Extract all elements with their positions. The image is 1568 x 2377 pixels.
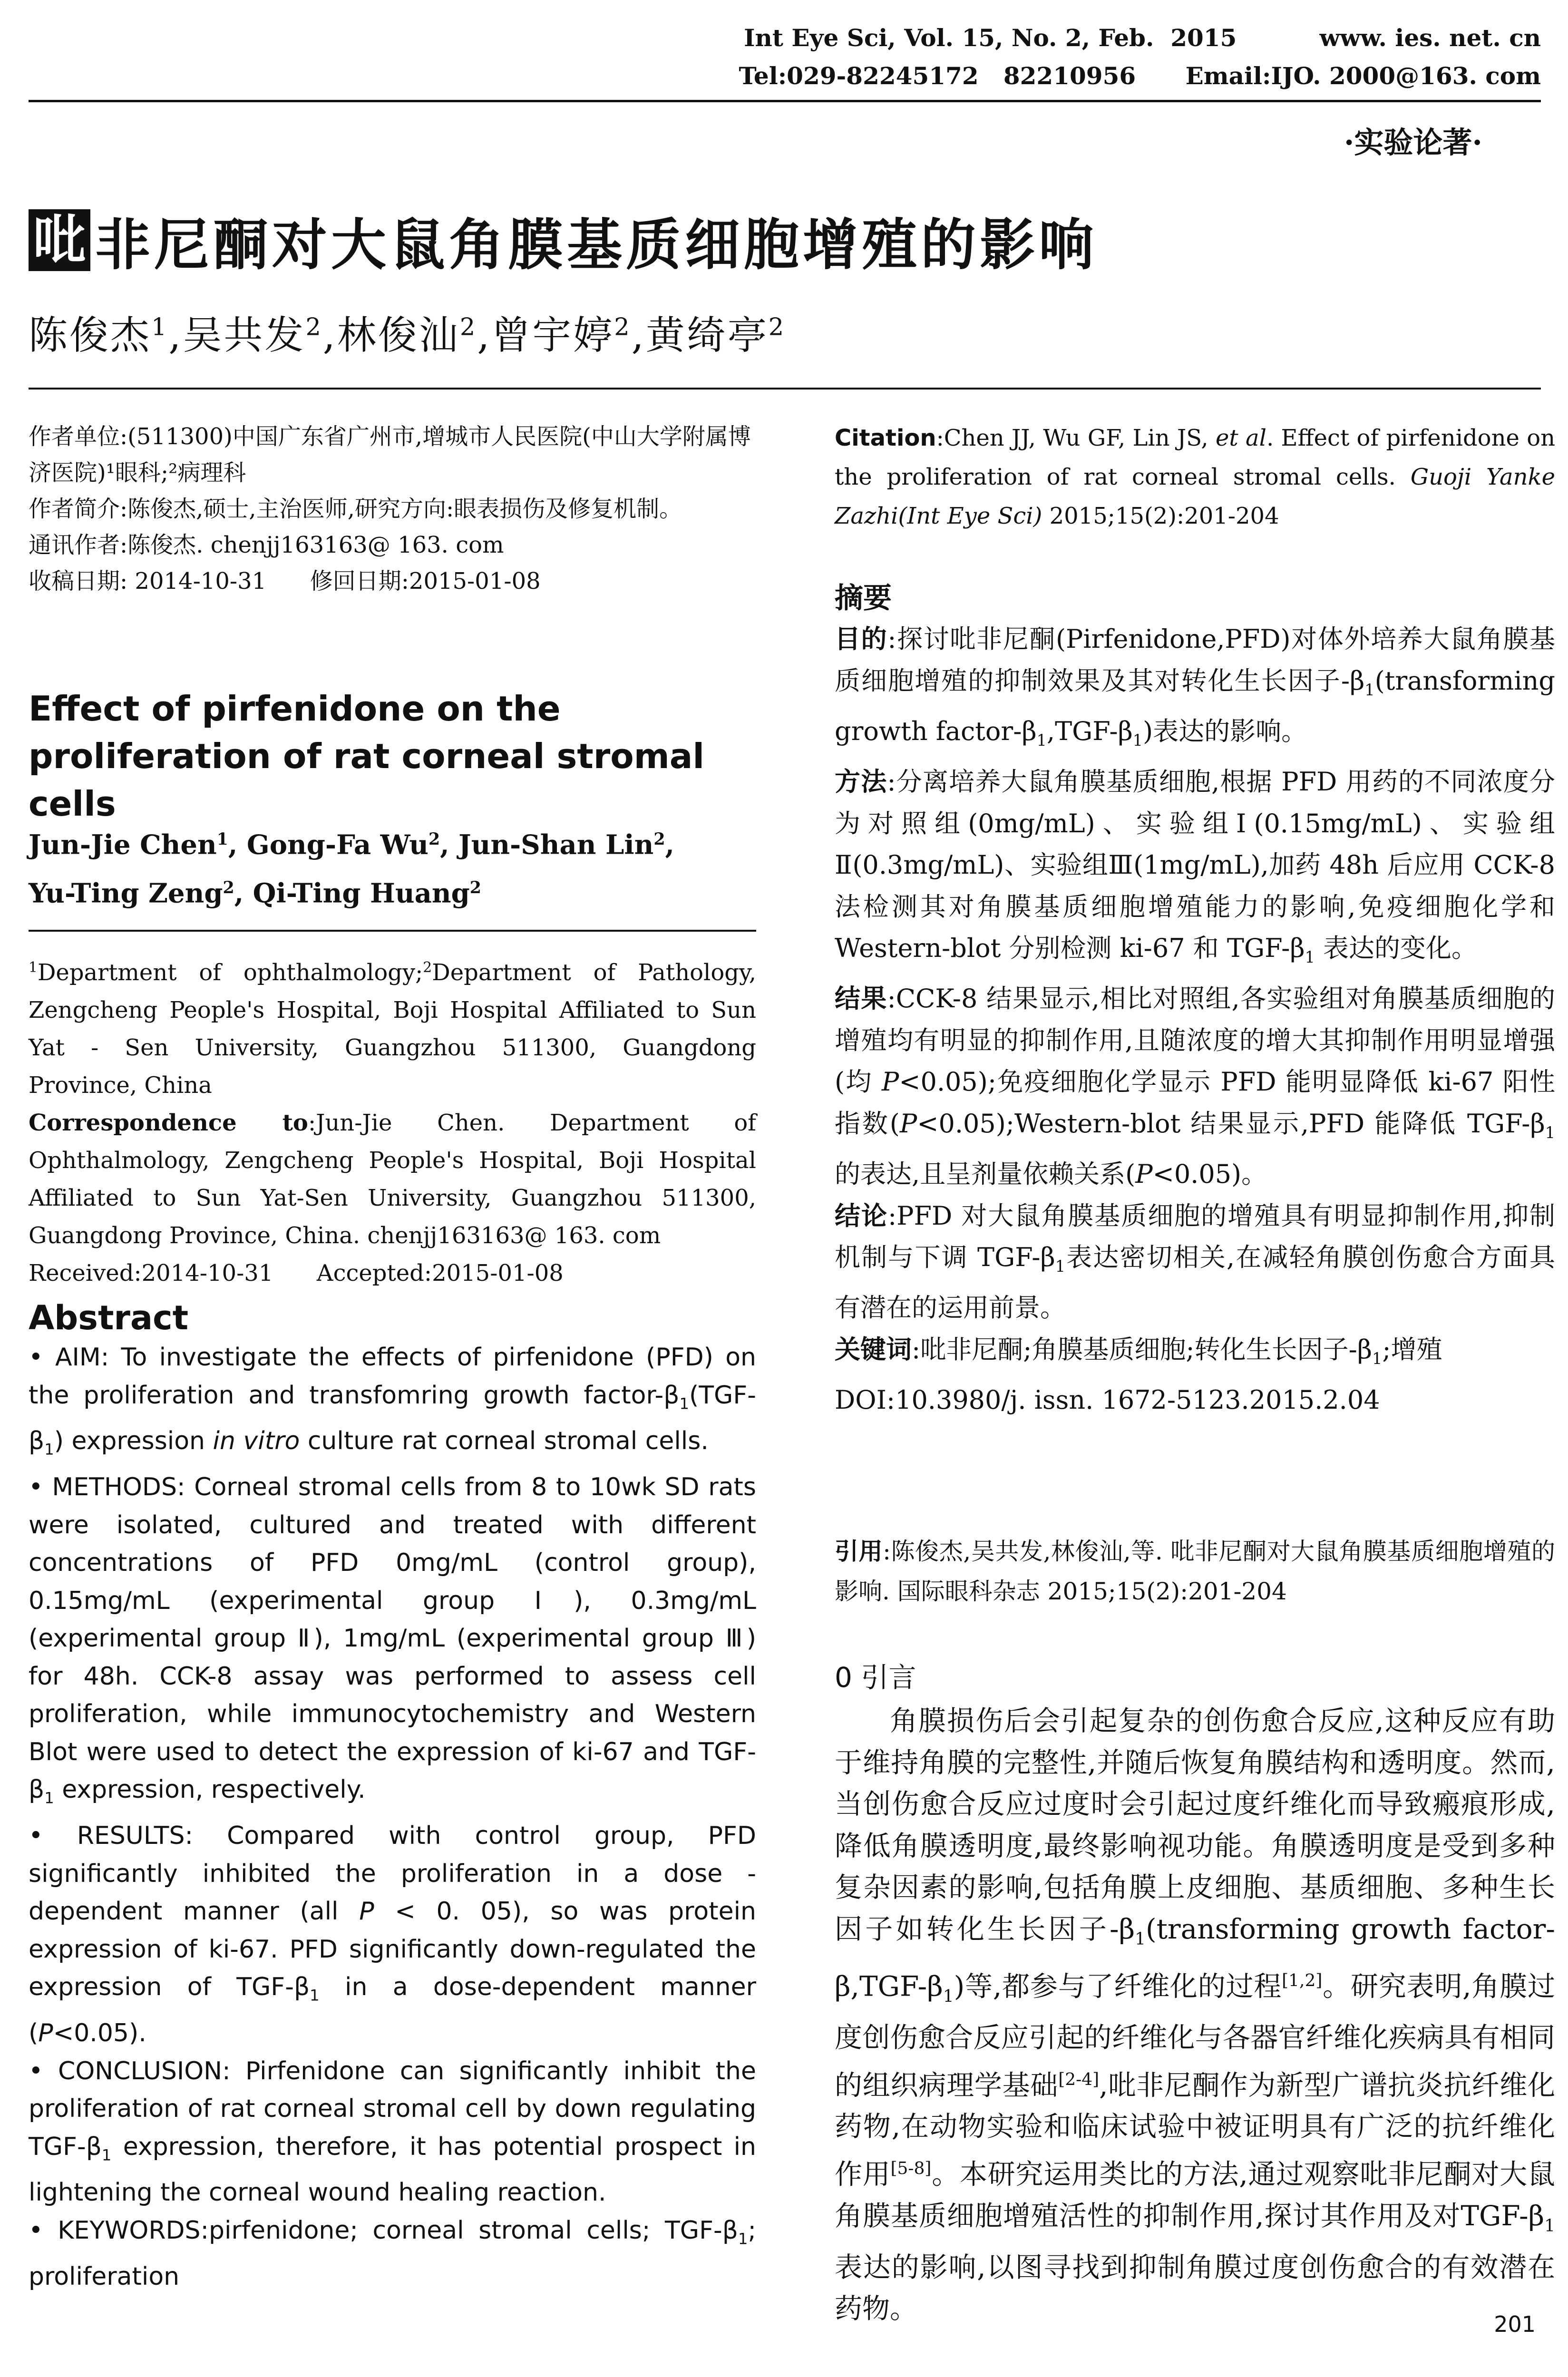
author-info xyxy=(29,419,756,599)
english-affiliation xyxy=(29,949,756,1292)
header-divider xyxy=(29,100,1541,102)
cn-citation: 引用:陈俊杰,吴共发,林俊汕,等. 吡非尼酮对大鼠角膜基质细胞增殖的影响. 国际眼科杂志 2015;15(2):201-204 xyxy=(835,1537,1556,1605)
cn-abstract xyxy=(835,618,1555,1421)
authors-cn: 陈俊杰$^1$,吴共发$^2$,林俊汕$^2$,曾宇婷$^2$,黄绮亭$^2$ xyxy=(29,312,786,358)
cn-abstract-heading: 摘要 xyxy=(835,582,892,615)
cn-abstract-keywords: 关键词:吡非尼酮;角膜基质细胞;转化生长因子$-\beta_1$;增殖 xyxy=(835,1334,1442,1368)
reference-1-2[interactable]: [1,2] xyxy=(1282,1970,1323,1990)
intro-heading: 0 引言 xyxy=(835,1661,916,1694)
journal-issue: Int Eye Sci, Vol. 15, No. 2, Feb. 2015 xyxy=(744,24,1237,52)
author-unit: 作者单位:(511300)中国广东省广州市,增城市人民医院(中山大学附属博济医院)¹眼科;²病理科 xyxy=(29,423,751,486)
abstract-methods: • METHODS: Corneal stromal cells from 8 to 10wk SD rats were isolated, cultured and treated with different concentrations of PFD 0mg/mL (control group), 0.15mg/mL (experimental group Ⅰ), 0.3mg/mL (experimental group Ⅱ), 1mg/mL (experimental group Ⅲ) for 48h. CCK-8 assay was performed to assess cell proliferation, while immunocytochemistry and Western Blot were used to detect the expression of ki-67 and TGF-$\beta_1$ expression, respectively. xyxy=(29,1473,756,1807)
authors-divider xyxy=(29,930,756,932)
english-authors: Jun-Jie Chen$^1$, Gong-Fa Wu$^2$, Jun-Shan Lin$^2$, Yu-Ting Zeng$^2$, Qi-Ting Huang$^2$ xyxy=(29,829,674,909)
doi[interactable]: DOI:10.3980/j. issn. 1672-5123.2015.2.04 xyxy=(835,1385,1380,1415)
journal-phone: Tel:029-82245172 82210956 xyxy=(739,62,1136,90)
title-text: 非尼酮对大鼠角膜基质细胞增殖的影响 xyxy=(95,212,1098,277)
journal-email[interactable]: Email:IJO. 2000@163. com xyxy=(1185,62,1541,90)
correspondence: Correspondence to:Jun-Jie Chen. Department of Ophthalmology, Zengcheng People's Hospital, Boji Hospital Affiliated to Sun Yat-Sen University, Guangzhou 511300, Guangdong Province, China. chenjj163163@ 163. com xyxy=(29,1110,756,1249)
author-bio: 作者简介:陈俊杰,硕士,主治医师,研究方向:眼表损伤及修复机制。 xyxy=(29,496,682,522)
article-title xyxy=(29,200,1098,281)
header-line-2 xyxy=(739,62,1541,90)
affiliation-text: $^1$Department of ophthalmology;$^2$Department of Pathology, Zengcheng People's Hospital, Boji Hospital Affiliated to Sun Yat - Sen University, Guangzhou 511300, Guangdong Province, China xyxy=(29,959,756,1099)
cn-abstract-results: 结果:CCK-8 结果显示,相比对照组,各实验组对角膜基质细胞的增殖均有明显的抑制作用,且随浓度的增大其抑制作用明显增强(均 P<0.05);免疫细胞化学显示 PFD 能明显降低 ki-67 阳性指数(P<0.05);Western-blot 结果显示,PFD 能降低 TGF-$\beta_1$的表达,且呈剂量依赖关系(P<0.05)。 xyxy=(835,983,1556,1189)
reference-5-8[interactable]: [5-8] xyxy=(890,2158,932,2178)
cn-abstract-methods: 方法:分离培养大鼠角膜基质细胞,根据 PFD 用药的不同浓度分为对照组(0mg/mL)、实验组Ⅰ(0.15mg/mL)、实验组Ⅱ(0.3mg/mL)、实验组Ⅲ(1mg/mL),加药 48h 后应用 CCK-8 法检测其对角膜基质细胞增殖能力的影响,免疫细胞化学和 Western-blot 分别检测 ki-67 和 TGF-$\beta_1$ 表达的变化。 xyxy=(835,766,1555,966)
page-number: 201 xyxy=(1494,2311,1536,2337)
english-abstract xyxy=(29,1339,756,2296)
article-category: ·实验论著· xyxy=(1344,125,1482,160)
received-accepted: Received:2014-10-31 Accepted:2015-01-08 xyxy=(29,1260,564,1286)
header-line-1 xyxy=(744,24,1541,52)
cn-abstract-conclusion: 结论:PFD 对大鼠角膜基质细胞的增殖具有明显抑制作用,抑制机制与下调 TGF-$\beta_1$表达密切相关,在减轻角膜创伤愈合方面具有潜在的运用前景。 xyxy=(835,1200,1555,1323)
title-first-char: 吡 xyxy=(29,209,90,271)
abstract-heading: Abstract xyxy=(29,1298,189,1337)
abstract-aim: • AIM: To investigate the effects of pirfenidone (PFD) on the proliferation and transfomring growth factor-$\beta_1(TGF-\beta_1)$ expression in vitro culture rat corneal stromal cells. xyxy=(29,1343,756,1459)
intro-body: 角膜损伤后会引起复杂的创伤愈合反应,这种反应有助于维持角膜的完整性,并随后恢复角膜结构和透明度。然而,当创伤愈合反应过度时会引起过度纤维化而导致瘢痕形成,降低角膜透明度,最终影响视功能。角膜透明度是受到多种复杂因素的影响,包括角膜上皮细胞、基质细胞、多种生长因子如转化生长因子$-\beta_1(transforming$ growth factor-$\beta,TGF-\beta_1$)等,都参与了纤维化的过程[1,2]。研究表明,角膜过度创伤愈合反应引起的纤维化与各器官纤维化疾病具有相同的组织病理学基础[2-4],吡非尼酮作为新型广谱抗炎抗纤维化药物,在动物实验和临床试验中被证明具有广泛的抗纤维化作用[5-8]。本研究运用类比的方法,通过观察吡非尼酮对大鼠角膜基质细胞增殖活性的抑制作用,探讨其作用及对TGF-$\beta_1$表达的影响,以图寻找到抑制角膜过度创伤愈合的有效潜在药物。 xyxy=(835,1705,1556,2325)
journal-website[interactable]: www. ies. net. cn xyxy=(1319,24,1541,52)
cn-abstract-aim: 目的:探讨吡非尼酮(Pirfenidone,PFD)对体外培养大鼠角膜基质细胞增殖的抑制效果及其对转化生长因子$-\beta_1(transforming$ growth factor-$\beta_1,TGF-\beta_1$)表达的影响。 xyxy=(835,623,1556,750)
corresponding-author: 通讯作者:陈俊杰. chenjj163163@ 163. com xyxy=(29,532,504,558)
received-dates: 收稿日期: 2014-10-31 修回日期:2015-01-08 xyxy=(29,568,541,594)
abstract-conclusion: • CONCLUSION: Pirfenidone can significantly inhibit the proliferation of rat corneal stromal cell by down regulating TGF-$\beta_1$ expression, therefore, it has potential prospect in lightening the corneal wound healing reaction. xyxy=(29,2056,756,2207)
title-divider xyxy=(29,388,1541,390)
abstract-keywords: • KEYWORDS:pirfenidone; corneal stromal cells; TGF-$\beta_1$; proliferation xyxy=(29,2216,756,2291)
citation: Citation:Chen JJ, Wu GF, Lin JS, et al. Effect of pirfenidone on the proliferation of rat corneal stromal cells. Guoji Yanke Zazhi(Int Eye Sci) 2015;15(2):201-204 xyxy=(835,425,1556,529)
abstract-results: • RESULTS: Compared with control group, PFD significantly inhibited the proliferation in a dose - dependent manner (all P < 0. 05), so was protein expression of ki-67. PFD significantly down-regulated the expression of TGF-$\beta_1$ in a dose-dependent manner (P<0.05). xyxy=(29,1822,756,2048)
journal-header xyxy=(29,19,1541,105)
reference-2-4[interactable]: [2-4] xyxy=(1058,2069,1100,2089)
english-title: Effect of pirfenidone on the proliferation of rat corneal stromal cells xyxy=(29,689,705,824)
